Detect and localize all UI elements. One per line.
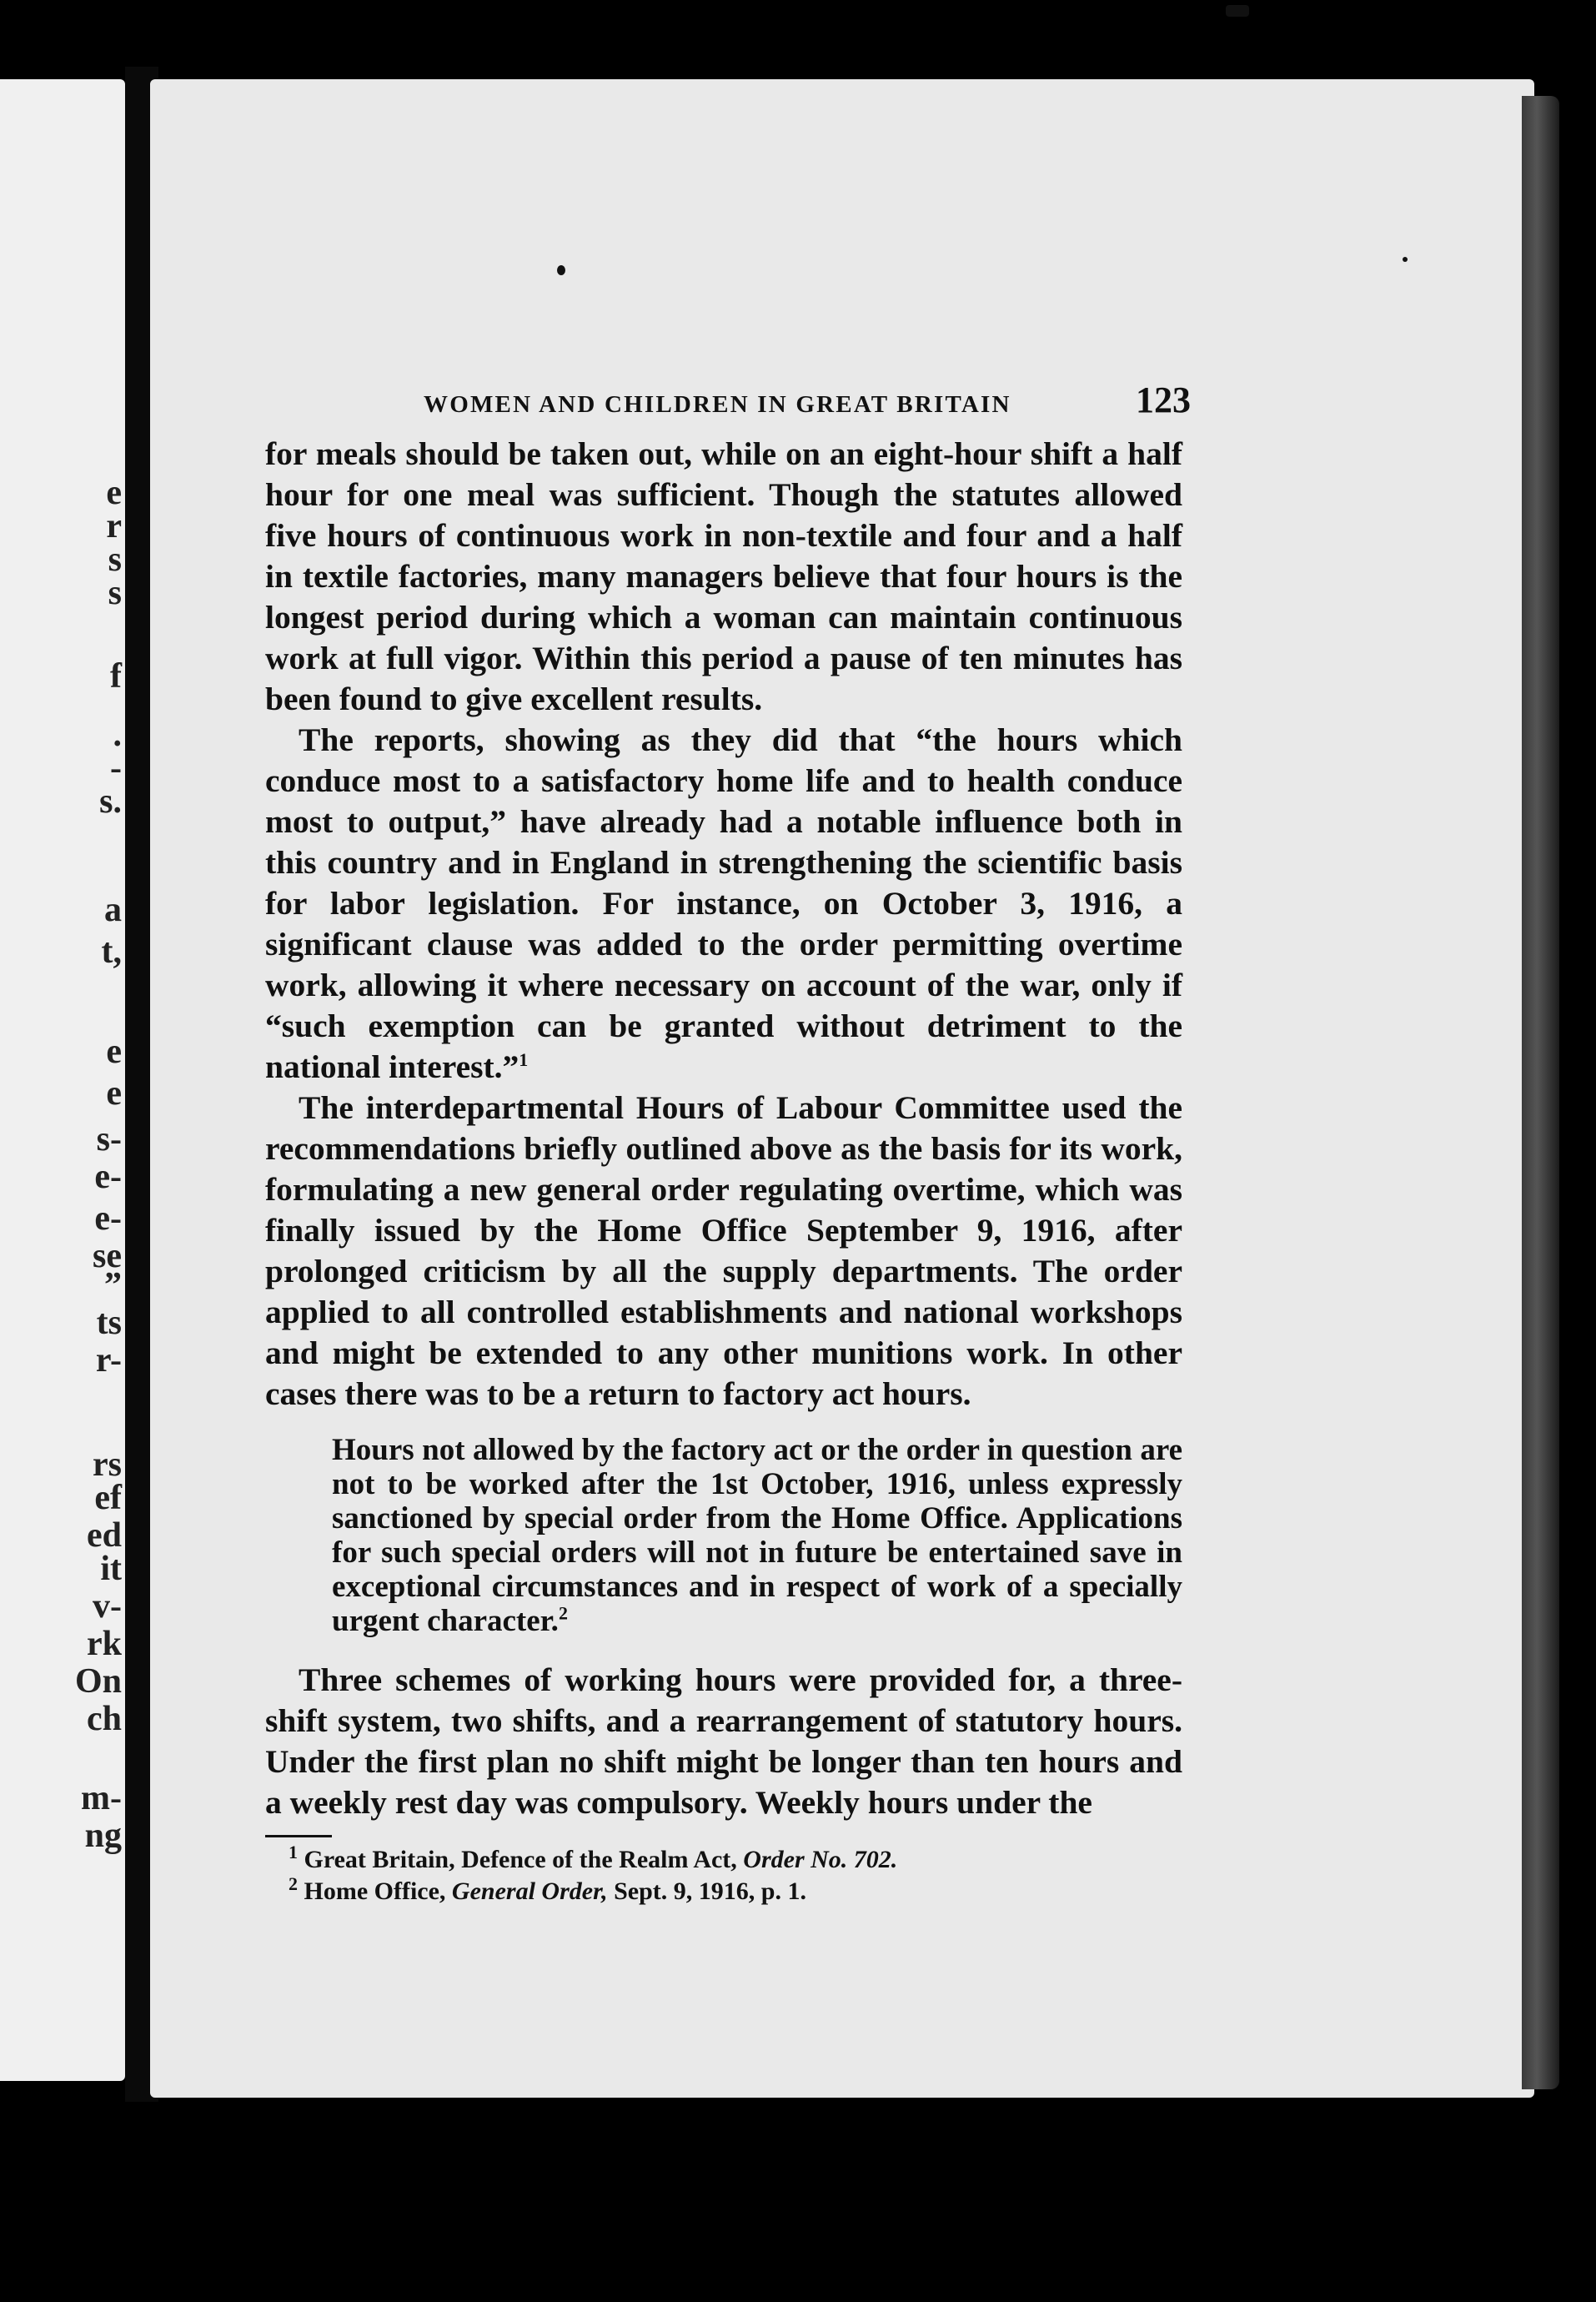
facing-page-fragment: t, <box>101 932 122 971</box>
facing-page-fragment: s <box>108 574 122 612</box>
page-edge <box>1522 96 1559 2089</box>
facing-page-fragment: ed <box>87 1516 122 1555</box>
footnotes <box>265 1844 1182 1907</box>
footnote-rule <box>265 1835 332 1837</box>
page-content <box>265 379 1191 1907</box>
facing-page-fragment: m- <box>81 1779 122 1817</box>
running-head: WOMEN AND CHILDREN IN GREAT BRITAIN <box>424 391 1011 418</box>
paragraph-2: The reports, showing as they did that “the hours which conduce most to a satisfactory home life and to health conduce most to output,” have already had a notable influence both in this country and in England in strengthening the scientific basis for labor legislation. For instance, on October 3, 1916, a significant clause was added to the order permitting overtime work, allowing it where necessary on account of the war, only if “such exemption can be granted without detriment to the national interest.”$^1$ <box>265 721 1182 1085</box>
paragraph-4: Three schemes of working hours were provided for, a three-shift system, two shifts, and a rearrangement of statutory hours. Under the first plan no shift might be longer than ten hours and a weekly rest day was compulsory. Weekly hours under the <box>265 1661 1182 1821</box>
facing-page-fragment: v- <box>93 1587 122 1626</box>
facing-page-fragment: rk <box>87 1625 122 1663</box>
paragraph-3: The interdepartmental Hours of Labour Committee used the recommendations briefly outlined above as the basis for its work, formulating a new general order regulating overtime, which was finally issued by the Home Office September 9, 1916, after prolonged criticism by all the supply departments. The order applied to all controlled establishments and national workshops and might be extended to any other munitions work. In other cases there was to be a return to factory act hours. <box>265 1089 1182 1412</box>
facing-page-fragment: a <box>104 891 122 929</box>
ink-speck <box>1226 5 1249 17</box>
facing-page-fragment: r <box>106 507 122 545</box>
facing-page-fragment: On <box>74 1662 122 1701</box>
footnote-ref-1: 1 <box>519 1048 529 1070</box>
facing-page-fragment: - <box>110 749 122 787</box>
facing-page-fragment: ” <box>104 1266 122 1304</box>
facing-page-fragment: se <box>93 1237 122 1275</box>
page-number: 123 <box>1136 379 1191 420</box>
facing-page-fragment: it <box>100 1550 122 1588</box>
facing-page-fragment: e <box>106 1074 122 1113</box>
footnote-2: $^2$ Home Office, General Order, Sept. 9, 1916, p. 1. <box>289 1873 806 1905</box>
facing-page-fragment: r- <box>95 1341 122 1380</box>
facing-page-left <box>0 79 125 2081</box>
facing-page-fragment: ef <box>94 1479 122 1517</box>
facing-page-fragment: rs <box>93 1445 122 1484</box>
facing-page-fragment: e- <box>94 1199 122 1238</box>
facing-page-fragment: e- <box>94 1158 122 1196</box>
facing-page-fragment: ts <box>96 1304 122 1342</box>
facing-page-fragment: ng <box>84 1817 122 1855</box>
ink-speck <box>1403 257 1408 262</box>
footnote-ref-2: 2 <box>558 1602 568 1624</box>
ink-speck <box>557 265 565 275</box>
facing-page-fragment: f <box>110 657 122 696</box>
paragraph-1: for meals should be taken out, while on an eight-hour shift a half hour for one meal was sufficient. Though the statutes allowed five hours of continuous work in non-textile and four and a half in textile factories, many managers believe that four hours is the longest period during which a woman can maintain continuous work at full vigor. Within this period a pause of ten minutes has been found to give excellent results. <box>265 435 1182 717</box>
facing-page-fragment: e <box>106 1033 122 1071</box>
facing-page-fragment: ch <box>87 1700 122 1738</box>
facing-page-fragment: e <box>106 474 122 512</box>
page-header <box>265 379 1191 425</box>
block-quote: Hours not allowed by the factory act or the order in question are not to be worked after the 1st October, 1916, unless expressly sanctioned by special order from the Home Office. Applications for such special orders will not in future be entertained save in exceptional circumstances and in respect of work of a specially urgent character.$^2$ <box>332 1433 1182 1638</box>
facing-page-fragment: s- <box>96 1120 122 1159</box>
facing-page-fragment: s <box>108 540 122 579</box>
facing-page-fragment: s. <box>99 782 122 821</box>
facing-page-fragment: . <box>113 716 122 754</box>
footnote-1: $^1$ Great Britain, Defence of the Realm Act, Order No. 702. <box>289 1842 898 1873</box>
